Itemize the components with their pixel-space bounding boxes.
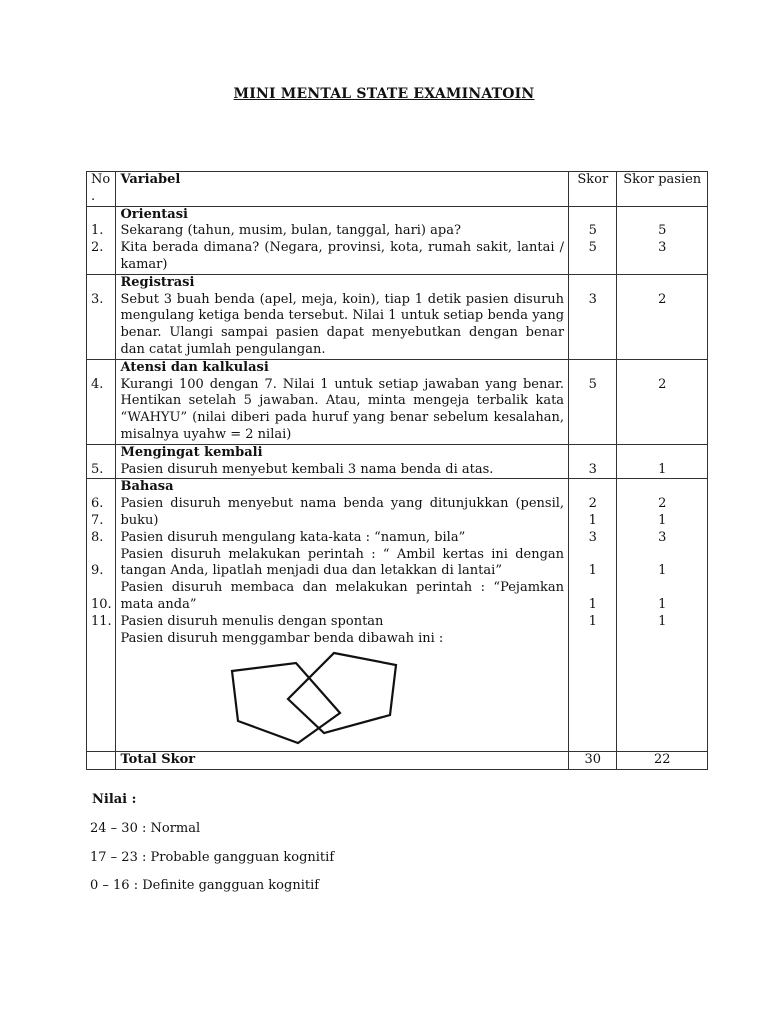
nilai-row-normal: 24 – 30 : Normal [90,821,201,836]
item-pasien: 1 [658,613,667,629]
total-no-cell [87,752,116,770]
item-no: 7. [91,512,104,528]
item-text: Sebut 3 buah benda (apel, meja, koin), tiap 1 detik pasien disuruh mengulang ketiga benda tersebut. Nilai 1 untuk setiap benda yang benar. Ulangi sampai pasien dapat menyebutkan dengan benar dan catat jumlah pengulangan. [120,291,565,357]
total-skor-pasien: 22 [617,752,708,770]
item-no: 6. [91,496,104,512]
intersecting-pentagons-figure [228,651,408,747]
variabel-cell [116,206,569,274]
item-text: Pasien disuruh melakukan perintah : “ Ambil kertas ini dengan tangan Anda, lipatlah menjadi dua dan letakkan di lantai” [120,546,565,579]
item-pasien: 3 [658,529,667,545]
item-skor: 5 [588,223,597,239]
item-pasien: 2 [658,496,667,512]
section-title: Mengingat kembali [120,444,263,460]
section-title: Atensi dan kalkulasi [120,359,269,375]
item-no: 1. [91,223,104,239]
item-pasien: 2 [658,291,667,307]
item-text: Pasien disuruh mengulang kata-kata : “namun, bila” [120,529,466,545]
skor-cell [569,359,617,444]
total-skor: 30 [569,752,617,770]
pasien-cell [617,274,708,359]
section-mengingat [87,444,708,479]
no-cell [87,444,116,479]
item-text: Pasien disuruh menyebut nama benda yang ditunjukkan (pensil, buku) [120,496,565,528]
pentagon-drawing [120,647,564,751]
no-cell [87,206,116,274]
section-atensi [87,359,708,444]
section-orientasi [87,206,708,274]
table-header-row [87,172,708,207]
section-bahasa [87,479,708,752]
item-skor: 1 [588,563,597,579]
nilai-row-definite: 0 – 16 : Definite gangguan kognitif [90,878,320,893]
item-skor: 5 [588,240,597,256]
header-variabel: Variabel [116,172,569,207]
item-no: 2. [91,240,104,256]
item-skor: 1 [588,613,597,629]
pasien-cell [617,206,708,274]
item-skor: 1 [588,512,597,528]
section-registrasi [87,274,708,359]
no-cell [87,274,116,359]
item-no: 4. [91,376,104,392]
item-no: 11. [91,613,112,629]
item-skor: 2 [588,496,597,512]
item-pasien: 2 [658,376,667,392]
item-no: 9. [91,563,104,579]
total-row [87,752,708,770]
variabel-cell [116,274,569,359]
item-pasien: 1 [658,512,667,528]
item-no: 5. [91,461,104,477]
item-no: 3. [91,291,104,307]
total-label: Total Skor [116,752,569,770]
pasien-cell [617,359,708,444]
item-text: Kita berada dimana? (Negara, provinsi, kota, rumah sakit, lantai / kamar) [120,240,565,272]
item-no: 10. [91,596,112,612]
item-text: Kurangi 100 dengan 7. Nilai 1 untuk setiap jawaban yang benar. Hentikan setelah 5 jawaban. Atau, minta mengeja terbalik kata “WAHYU” (nilai diberi pada huruf yang benar sebelum kesalahan, misalnya uyahw = 2 nilai) [120,376,565,442]
section-title: Bahasa [120,479,174,495]
skor-cell [569,274,617,359]
skor-cell [569,206,617,274]
skor-cell [569,444,617,479]
no-cell [87,359,116,444]
variabel-cell [116,444,569,479]
nilai-title: Nilai : [92,792,137,807]
item-text: Pasien disuruh menyebut kembali 3 nama benda di atas. [120,461,494,477]
section-title: Registrasi [120,274,195,290]
item-text: Pasien disuruh membaca dan melakukan perintah : “Pejamkan mata anda” [120,580,565,612]
pasien-cell [617,479,708,752]
item-text: Pasien disuruh menggambar benda dibawah ini : [120,630,444,646]
header-skor-pasien: Skor pasien [617,172,708,207]
section-title: Orientasi [120,206,188,222]
header-no: No . [87,172,116,207]
item-text: Pasien disuruh menulis dengan spontan [120,613,384,629]
mmse-table [86,171,708,770]
item-skor: 5 [588,376,597,392]
pasien-cell [617,444,708,479]
item-pasien: 1 [658,461,667,477]
nilai-row-probable: 17 – 23 : Probable gangguan kognitif [90,850,335,865]
variabel-cell [116,359,569,444]
header-skor: Skor [569,172,617,207]
item-skor: 3 [588,461,597,477]
item-pasien: 1 [658,596,667,612]
item-text: Sekarang (tahun, musim, bulan, tanggal, hari) apa? [120,223,461,239]
page-title: MINI MENTAL STATE EXAMINATOIN [233,86,535,102]
item-pasien: 3 [658,240,667,256]
item-no: 8. [91,529,104,545]
item-skor: 1 [588,596,597,612]
variabel-cell [116,479,569,752]
no-cell [87,479,116,752]
item-skor: 3 [588,291,597,307]
item-skor: 3 [588,529,597,545]
skor-cell [569,479,617,752]
item-pasien: 1 [658,563,667,579]
item-pasien: 5 [658,223,667,239]
